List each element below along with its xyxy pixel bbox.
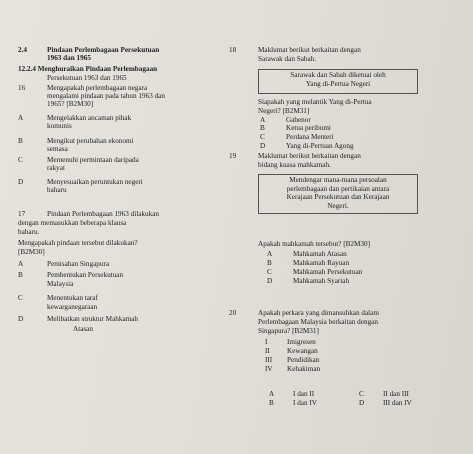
option-letter[interactable]: D	[18, 315, 24, 323]
option-letter[interactable]: A	[267, 250, 273, 258]
info-box	[258, 174, 418, 214]
option-letter[interactable]: D	[260, 142, 266, 150]
option-text[interactable]: semasa	[47, 145, 68, 153]
info-box-line: Kerajaan Persekutuan dan Kerajaan	[286, 193, 390, 202]
option-text[interactable]: I dan IV	[293, 399, 317, 407]
question-stem-line: Pindaan Perlembagaan 1963 dilakukan	[47, 210, 159, 218]
option-letter[interactable]: B	[18, 137, 23, 145]
roman-numeral: II	[265, 347, 270, 355]
question-number: 18	[229, 46, 237, 54]
option-letter[interactable]: B	[18, 271, 23, 279]
option-text[interactable]: Mengelakkan ancaman pihak	[47, 114, 132, 122]
question-number: 17	[18, 210, 26, 218]
option-text[interactable]: Mengikut perubahan ekonomi	[47, 137, 134, 145]
option-text[interactable]: Atasan	[73, 325, 93, 333]
question-prompt-line: Mengapakah pindaan tersebut dilakukan?	[18, 239, 138, 247]
option-letter[interactable]: D	[359, 399, 365, 407]
option-text[interactable]: Menentukan taraf	[47, 294, 98, 302]
question-stem-line: Sarawak dan Sabah.	[258, 55, 317, 63]
option-letter[interactable]: C	[267, 268, 272, 276]
question-stem-line: Perlembagaan Malaysia berkaitan dengan	[258, 318, 378, 326]
list-item: Kehakiman	[287, 365, 321, 373]
option-text[interactable]: Memenuhi permintaan daripada	[47, 156, 139, 164]
question-stem-line: mengalami pindaan pada tahun 1963 dan	[47, 92, 165, 100]
option-text[interactable]: I dan II	[293, 390, 315, 398]
option-text[interactable]: Perdana Menteri	[286, 133, 334, 141]
roman-numeral: I	[265, 338, 268, 346]
section-heading: 12.2.4 Menghuraikan Pindaan Perlembagaan	[18, 65, 158, 73]
option-text[interactable]: II dan III	[383, 390, 409, 398]
option-letter[interactable]: D	[18, 178, 24, 186]
option-text[interactable]: rakyat	[47, 164, 65, 172]
question-stem-line: Apakah perkara yang dimansuhkan dalam	[258, 309, 379, 317]
subtopic-subtitle: 1963 dan 1965	[47, 54, 91, 62]
list-item: Kewangan	[287, 347, 318, 355]
option-letter[interactable]: C	[18, 156, 23, 164]
info-box-line: Sarawak dan Sabah diketuai oleh	[290, 71, 386, 79]
option-letter[interactable]: B	[267, 259, 272, 267]
info-box-line: Yang di-Pertua Negeri	[305, 79, 371, 88]
option-text[interactable]: komunis	[47, 122, 72, 130]
option-text[interactable]: Menyesuaikan peruntukan negeri	[47, 178, 143, 186]
question-stem-line: bidang kuasa mahkamah.	[258, 161, 331, 169]
roman-numeral: III	[265, 356, 273, 364]
option-letter[interactable]: A	[18, 260, 24, 268]
option-text[interactable]: Melibatkan struktur Mahkamah	[47, 315, 139, 323]
question-stem-line: baharu.	[18, 228, 40, 236]
option-text[interactable]: Pemisahan Singapura	[47, 260, 110, 268]
option-text[interactable]: kewarganegaraan	[47, 303, 98, 311]
option-text[interactable]: Gabenor	[286, 116, 311, 124]
question-stem-line: dengan memasukkan beberapa klausa	[18, 219, 127, 227]
option-letter[interactable]: B	[260, 124, 265, 132]
option-letter[interactable]: C	[260, 133, 265, 141]
option-text[interactable]: Mahkamah Persekutuan	[293, 268, 363, 276]
subtopic-number: 2.4	[18, 46, 27, 54]
question-number: 19	[229, 152, 237, 160]
option-letter[interactable]: A	[269, 390, 275, 398]
question-prompt-line: Apakah mahkamah tersebut? [B2M30]	[258, 240, 370, 248]
info-box-line: perlembagaan dan pertikaian antara	[286, 184, 390, 193]
option-letter[interactable]: B	[269, 399, 274, 407]
question-stem-line: Mengapakah perlembagaan negara	[47, 84, 148, 92]
roman-numeral: IV	[265, 365, 273, 373]
option-text[interactable]: III dan IV	[383, 399, 412, 407]
option-text[interactable]: Pembentukan Persekutuan	[47, 271, 124, 279]
option-letter[interactable]: C	[359, 390, 364, 398]
question-number: 16	[18, 84, 26, 92]
option-letter[interactable]: A	[260, 116, 266, 124]
option-letter[interactable]: A	[18, 114, 24, 122]
option-text[interactable]: Ketua peribumi	[286, 124, 331, 132]
list-item: Pendidikan	[287, 356, 320, 364]
question-stem-line: Maklumat berikut berkaitan dengan	[258, 152, 361, 160]
section-subheading: Persekutuan 1963 dan 1965	[47, 74, 127, 82]
option-text[interactable]: Mahkamah Atasan	[293, 250, 347, 258]
option-text[interactable]: Mahkamah Rayuan	[293, 259, 350, 267]
question-stem-line: 1965? [B2M30]	[47, 100, 94, 108]
question-prompt-line: Siapakah yang melantik Yang di-Pertua	[258, 98, 372, 106]
question-prompt-line: Negeri? [B2M31]	[258, 107, 310, 115]
info-box	[258, 69, 418, 94]
option-text[interactable]: Mahkamah Syariah	[293, 277, 350, 285]
option-text[interactable]: baharu	[47, 186, 67, 194]
subtopic-title: Pindaan Perlembagaan Persekutuan	[47, 46, 160, 54]
list-item: Imigresen	[287, 338, 316, 346]
question-number: 20	[229, 309, 237, 317]
question-stem-line: Maklumat berikut berkaitan dengan	[258, 46, 361, 54]
option-letter[interactable]: C	[18, 294, 23, 302]
question-stem-line: Singapura? [B2M31]	[258, 327, 319, 335]
question-prompt-line: [B2M30]	[18, 248, 45, 256]
option-text[interactable]: Yang di-Pertuan Agong	[286, 142, 354, 150]
info-box-line: Negeri.	[327, 201, 349, 210]
option-letter[interactable]: D	[267, 277, 273, 285]
info-box-line: Mendengar mana-mana persoalan	[289, 176, 387, 184]
option-text[interactable]: Malaysia	[47, 280, 74, 288]
